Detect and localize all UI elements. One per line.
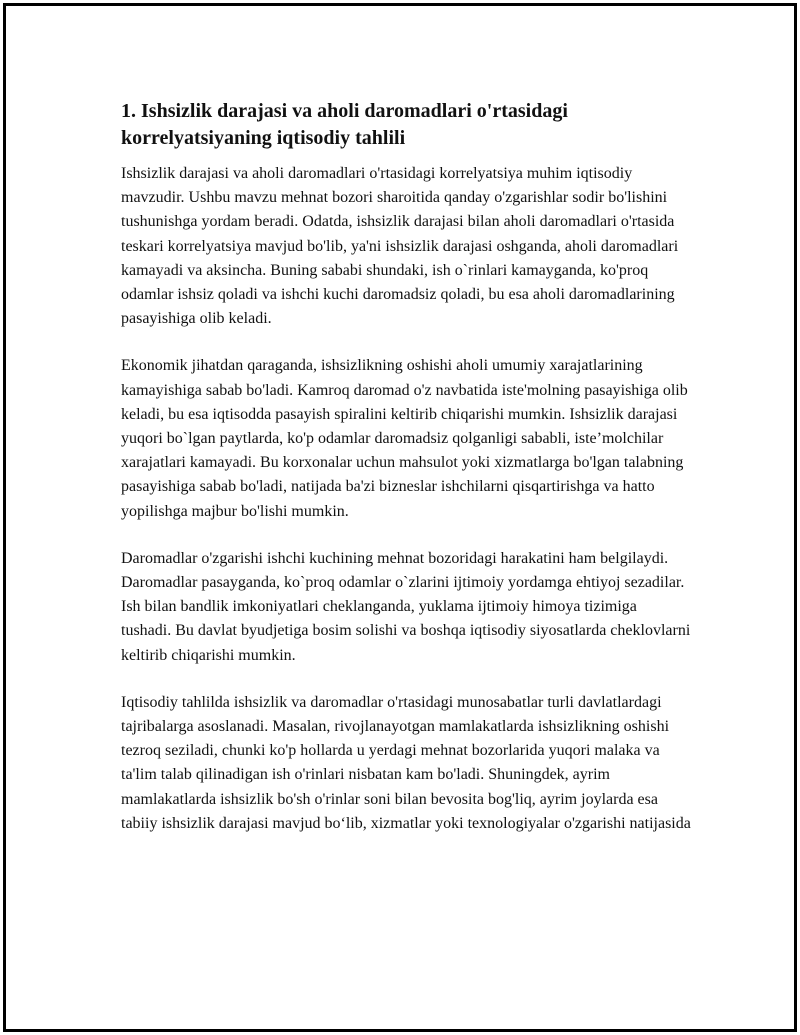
- document-body: [121, 98, 691, 859]
- paragraph-3: Daromadlar o'zgarishi ishchi kuchining mehnat bozoridagi harakatini ham belgilaydi. Daromadlar pasayganda, ko`proq odamlar o`zlarini ijtimoiy yordamga ehtiyoj sezadilar. Ish bilan bandlik imkoniyatlari cheklanganda, yuklama ijtimoiy himoya tizimiga tushadi. Bu davlat byudjetiga bosim solishi va boshqa iqtisodiy siyosatlarda cheklovlarni keltirib chiqarishi mumkin.: [121, 549, 691, 664]
- page-frame: [3, 3, 797, 1032]
- section-heading: 1. Ishsizlik darajasi va aholi daromadlari o'rtasidagi korrelyatsiyaning iqtisodiy tahlili: [121, 100, 568, 149]
- paragraph-2: Ekonomik jihatdan qaraganda, ishsizlikning oshishi aholi umumiy xarajatlarining kamayishiga sabab bo'ladi. Kamroq daromad o'z navbatida iste'molning pasayishiga olib keladi, bu esa iqtisodda pasayish spiralini keltirib chiqarishi mumkin. Ishsizlik darajasi yuqori bo`lgan paytlarda, ko'p odamlar daromadsiz qolganligi sababli, iste’molchilar xarajatlari kamayadi. Bu korxonalar uchun mahsulot yoki xizmatlarga bo'lgan talabning pasayishiga sabab bo'ladi, natijada ba'zi bizneslar ishchilarni qisqartirishga va hatto yopilishga majbur bo'lishi mumkin.: [121, 357, 688, 520]
- paragraph-1: Ishsizlik darajasi va aholi daromadlari o'rtasidagi korrelyatsiya muhim iqtisodiy mavzudir. Ushbu mavzu mehnat bozori sharoitida qanday o'zgarishlar sodir bo'lishini tushunishga yordam beradi. Odatda, ishsizlik darajasi bilan aholi daromadlari o'rtasida teskari korrelyatsiya mavjud bo'lib, ya'ni ishsizlik darajasi oshganda, aholi daromadlari kamayadi va aksincha. Buning sababi shundaki, ish o`rinlari kamayganda, ko'proq odamlar ishsiz qoladi va ishchi kuchi daromadsiz qoladi, bu esa aholi daromadlarining pasayishiga olib keladi.: [121, 165, 679, 328]
- paragraph-4: Iqtisodiy tahlilda ishsizlik va daromadlar o'rtasidagi munosabatlar turli davlatlardagi tajribalarga asoslanadi. Masalan, rivojlanayotgan mamlakatlarda ishsizlikning oshishi tezroq seziladi, chunki ko'p hollarda u yerdagi mehnat bozorlarida yuqori malaka va ta'lim talab qilinadigan ish o'rinlari nisbatan kam bo'ladi. Shuningdek, ayrim mamlakatlarda ishsizlik bo'sh o'rinlar soni bilan bevosita bog'liq, ayrim joylarda esa tabiiy ishsizlik darajasi mavjud bo‘lib, xizmatlar yoki texnologiyalar o'zgarishi natijasida: [121, 693, 691, 832]
